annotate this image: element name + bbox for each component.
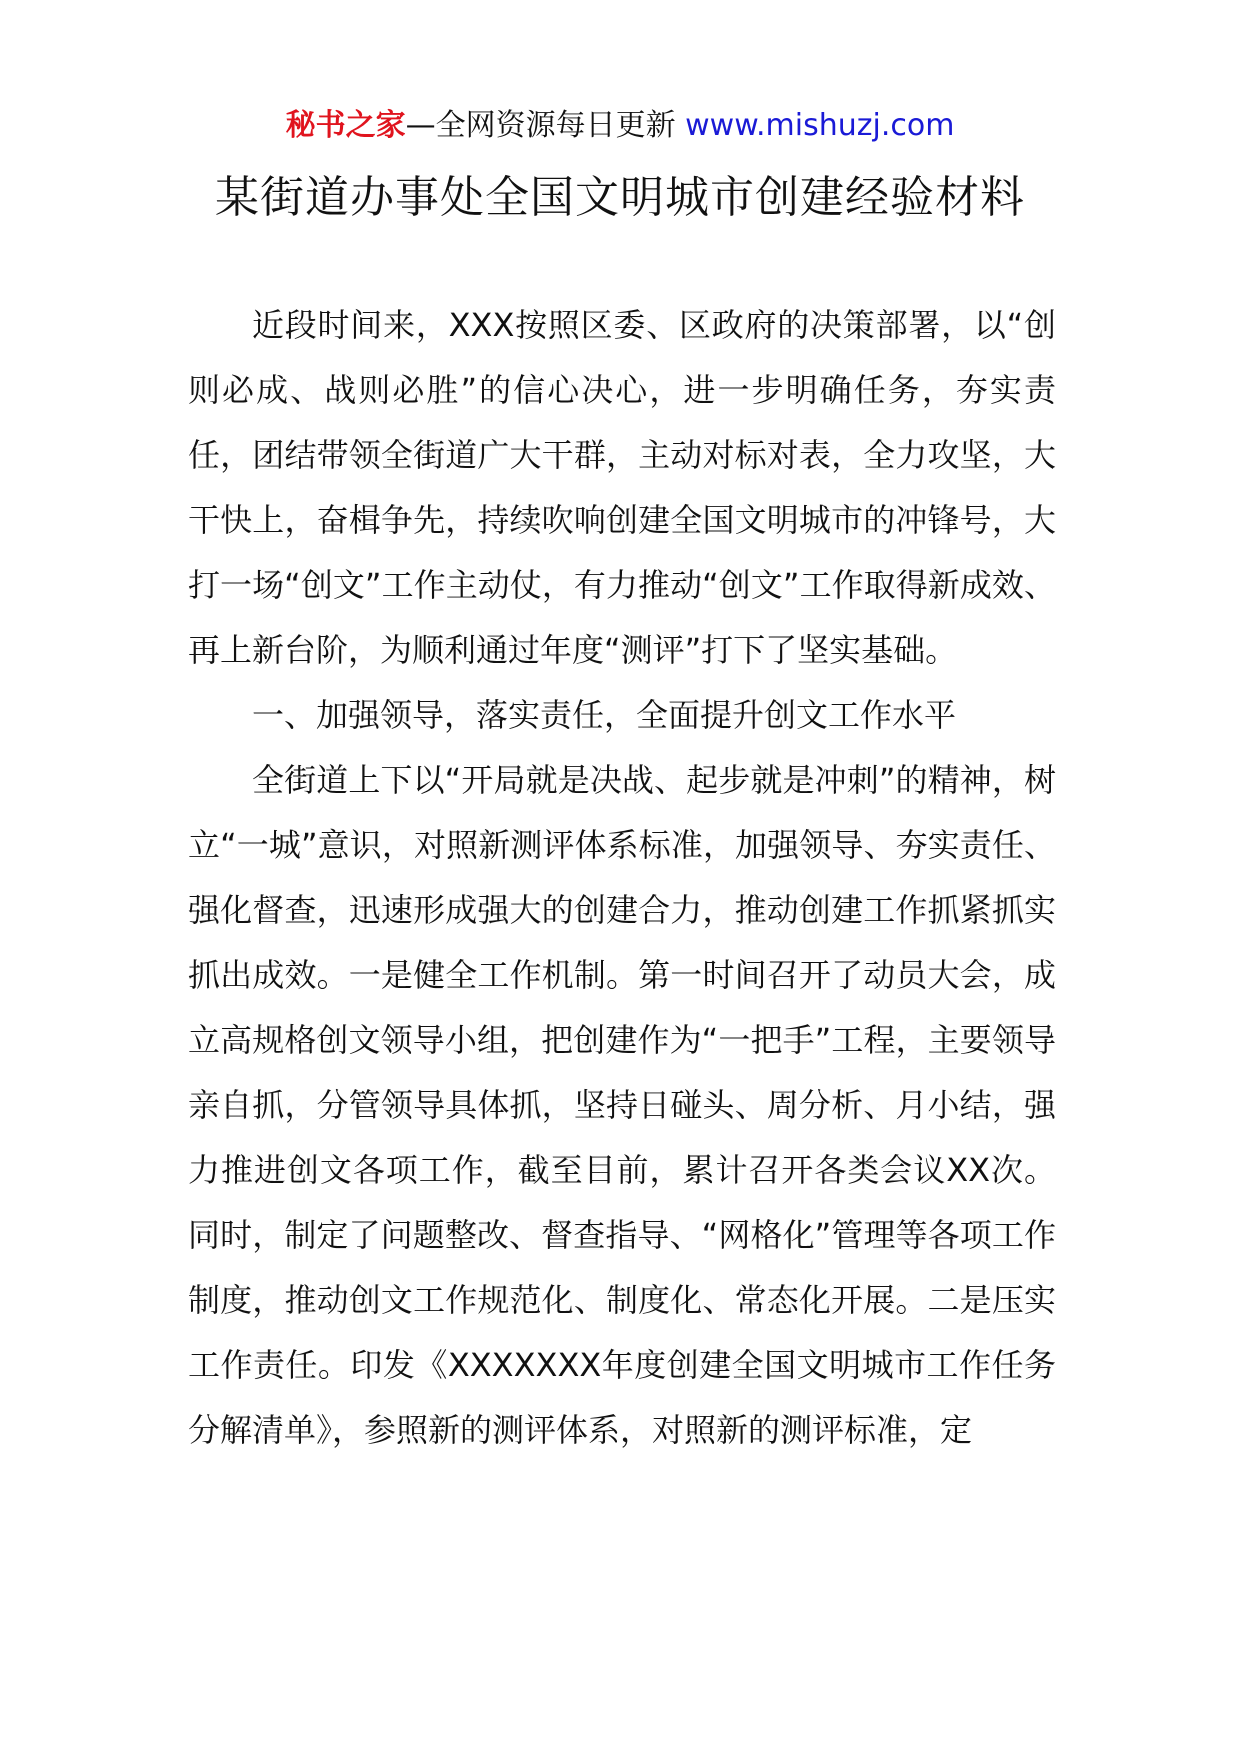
document-body (188, 293, 1056, 1463)
website-link[interactable]: www.mishuzj.com (685, 108, 955, 143)
section-heading: 一、加强领导，落实责任，全面提升创文工作水平 (252, 696, 957, 734)
document-title: 某街道办事处全国文明城市创建经验材料 (215, 172, 1025, 223)
watermark-header (0, 104, 1240, 148)
brand-name: 秘书之家 (285, 108, 406, 143)
intro-paragraph: 近段时间来，XXX按照区委、区政府的决策部署，以“创则必成、战则必胜”的信心决心，进一步明确任务，夯实责任，团结带领全街道广大干群，主动对标对表，全力攻坚，大干快上，奋楫争先，持续吹响创建全国文明城市的冲锋号，大打一场“创文”工作主动仗，有力推动“创文”工作取得新成效、再上新台阶，为顺利通过年度“测评”打下了坚实基础。 (188, 306, 1056, 669)
slogan: —全网资源每日更新 (405, 108, 676, 143)
section-paragraph: 全街道上下以“开局就是决战、起步就是冲刺”的精神，树立“一城”意识，对照新测评体系标准，加强领导、夯实责任、强化督查，迅速形成强大的创建合力，推动创建工作抓紧抓实抓出成效。一是健全工作机制。第一时间召开了动员大会，成立高规格创文领导小组，把创建作为“一把手”工程，主要领导亲自抓，分管领导具体抓，坚持日碰头、周分析、月小结，强力推进创文各项工作，截至目前，累计召开各类会议XX次。同时，制定了问题整改、督查指导、“网格化”管理等各项工作制度，推动创文工作规范化、制度化、常态化开展。二是压实工作责任。印发《XXXXXXX年度创建全国文明城市工作任务分解清单》，参照新的测评体系，对照新的测评标准，定 (188, 761, 1056, 1449)
